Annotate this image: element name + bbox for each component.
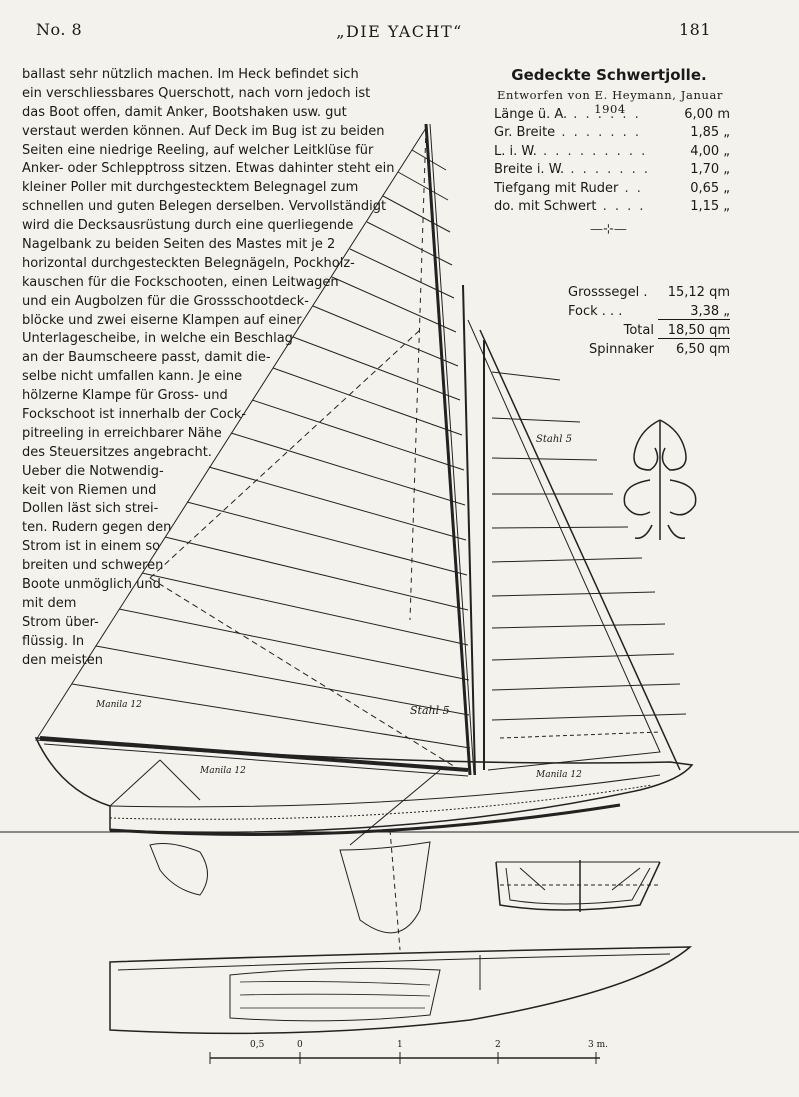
body-line: Seiten eine niedrige Reeling, auf welcher Leitklüse für [22,142,374,158]
sail-label: Grosssegel . [568,285,648,300]
boom-tag: Manila 12 [96,700,142,710]
body-line: ein verschliessbares Querschott, nach vorn jedoch ist [22,85,371,101]
body-line: ballast sehr nützlich machen. Im Heck befindet sich [22,67,359,82]
hull-cross-section [496,860,660,912]
body-line: Nagelbank zu beiden Seiten des Mastes mit je 2 [22,237,336,253]
jib-tag: Stahl 5 [536,434,573,445]
sail-label: Total [623,323,654,338]
sail-value: 18,50 qm [658,323,730,339]
body-line: horizontal durchgesteckten Belegnägeln, Pockholz- [22,255,355,271]
spec-label: do. mit Schwert . . . [494,199,648,214]
issue-number: No. 8 [36,20,83,39]
body-line: hölzerne Klampe für Gross- und [22,388,228,404]
body-line: Boote unmöglich und [22,577,161,593]
body-line: breiten und schweren [22,558,164,574]
body-line: mit dem [22,595,77,611]
spec-value: 1,85 „ [690,125,730,141]
spec-label: Breite i. W. . . . [494,162,648,177]
page-number: 181 [678,20,711,39]
body-line: wird die Decksausrüstung durch eine querliegende [22,218,354,234]
spec-label: Gr. Breite . . . [494,125,648,140]
hull-tag-1: Manila 12 [200,766,246,776]
scale-mark: 2 [495,1040,501,1050]
body-line: blöcke und zwei eiserne Klampen auf einer [22,312,302,328]
jib-sail [468,320,686,770]
body-line: des Steuersitzes angebracht. [22,444,212,460]
body-line: Anker- oder Schlepptross sitzen. Etwas dahinter steht ein [22,161,395,177]
main-sail [36,128,470,770]
body-line: Unterlagescheibe, in welche ein Beschlag [22,331,293,347]
body-line: Ueber die Notwendig- [22,463,164,479]
spec-label: Tiefgang mit Ruder . . . [494,181,648,196]
spec-label: L. i. W. . . . [494,144,648,159]
body-line: das Boot offen, damit Anker, Bootshaken usw. gut [22,104,347,120]
spec-value: 1,70 „ [690,162,730,178]
body-line: Strom ist in einem so [22,539,161,555]
scale-mark: 1 [397,1040,403,1050]
spec-value: 1,15 „ [690,199,730,215]
body-line: Dollen läst sich strei- [22,501,159,517]
sail-label: Spinnaker [589,342,654,357]
spec-value: 0,65 „ [690,180,730,196]
scale-mark: 0 [297,1040,303,1050]
hull-tag-2: Manila 12 [536,770,582,780]
scale-mark: 3 m. [588,1040,608,1050]
divider-ornament: —⊹— [590,222,627,237]
body-line: verstaut werden können. Auf Deck im Bug ist zu beiden [22,123,385,139]
sail-value: 3,38 „ [658,304,730,320]
body-line: pitreeling in erreichbarer Nähe [22,425,222,441]
body-line: schnellen und guten Belegen derselben. Vervollständigt [22,199,387,215]
body-line: Strom über- [22,614,99,630]
body-line: und ein Augbolzen für die Grossschootdeck- [22,293,309,309]
body-line: ten. Rudern gegen den [22,520,172,536]
spec-subtitle: Entworfen von E. Heymann, Januar 1904 [496,88,724,116]
body-line: selbe nicht umfallen kann. Je eine [22,369,243,385]
sail-value: 15,12 qm [667,285,730,300]
body-line: an der Baumscheere passt, damit die- [22,350,271,366]
journal-title: „DIE YACHT“ [336,22,463,41]
spec-label: Länge ü. A. . . . [494,107,648,122]
main-sail-tag: Stahl 5 [410,704,450,717]
body-line: flüssig. In [22,633,85,649]
sail-label: Fock . . . [568,304,623,319]
scale-bar [210,1052,600,1064]
sail-value: 6,50 qm [676,342,730,357]
body-line: keit von Riemen und [22,482,157,498]
scale-mark: 0,5 [250,1040,265,1050]
hull-plan-view [110,947,690,1033]
body-line: Fockschoot ist innerhalb der Cock- [22,407,247,423]
spec-value: 6,00 m [684,106,730,122]
body-line: den meisten [22,652,104,668]
body-line: kleiner Poller mit durchgestecktem Belegnagel zum [22,180,359,196]
body-line: kauschen für die Fockschooten, einen Leitwagen [22,274,339,290]
spec-title: Gedeckte Schwertjolle. [511,66,707,84]
spec-value: 4,00 „ [690,143,730,159]
flourish-ornament [624,420,695,540]
